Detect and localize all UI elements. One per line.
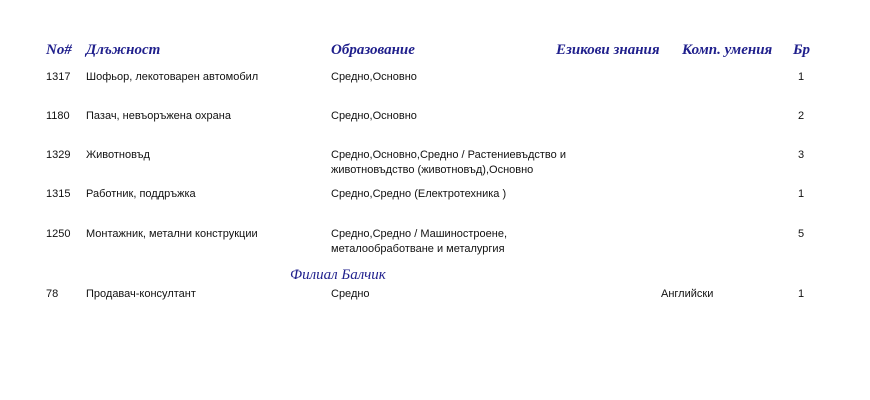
row-education: Средно,Средно / Машиностроене, металообработване и металургия xyxy=(331,228,508,255)
row-position: Шофьор, лекотоварен автомобил xyxy=(86,71,259,83)
row-count: 1 xyxy=(798,288,805,300)
header-position: Длъжност xyxy=(86,42,161,58)
row-no: 1317 xyxy=(46,71,71,83)
row-no: 1329 xyxy=(46,149,71,161)
header-languages: Езикови знания xyxy=(556,42,660,58)
header-education: Образование xyxy=(331,42,415,58)
row-position: Пазач, невъоръжена охрана xyxy=(86,110,231,122)
row-count: 1 xyxy=(798,71,805,83)
header-computer-skills: Комп. умения xyxy=(682,42,773,58)
row-position: Монтажник, метални конструкции xyxy=(86,228,258,240)
row-education: Средно,Основно xyxy=(331,110,417,122)
header-no: No# xyxy=(46,42,72,58)
row-position: Животновъд xyxy=(86,149,150,161)
row-count: 5 xyxy=(798,228,805,240)
row-no: 1315 xyxy=(46,188,71,200)
row-no: 1180 xyxy=(46,110,70,122)
row-count: 1 xyxy=(798,188,805,200)
row-count: 3 xyxy=(798,149,805,161)
row-position: Продавач-консултант xyxy=(86,288,196,300)
row-position: Работник, поддръжка xyxy=(86,188,196,200)
row-education: Средно,Основно,Средно / Растениевъдство и животновъдство (животновъд),Основно xyxy=(331,149,566,176)
row-no: 1250 xyxy=(46,228,71,240)
row-education: Средно,Основно xyxy=(331,71,417,83)
section-title: Филиал Балчик xyxy=(290,267,386,283)
row-no: 78 xyxy=(46,288,59,300)
row-languages: Английски xyxy=(661,288,714,300)
row-education: Средно xyxy=(331,288,370,300)
row-education: Средно,Средно (Електротехника ) xyxy=(331,188,507,200)
row-count: 2 xyxy=(798,110,805,122)
header-count: Бр xyxy=(793,42,811,58)
